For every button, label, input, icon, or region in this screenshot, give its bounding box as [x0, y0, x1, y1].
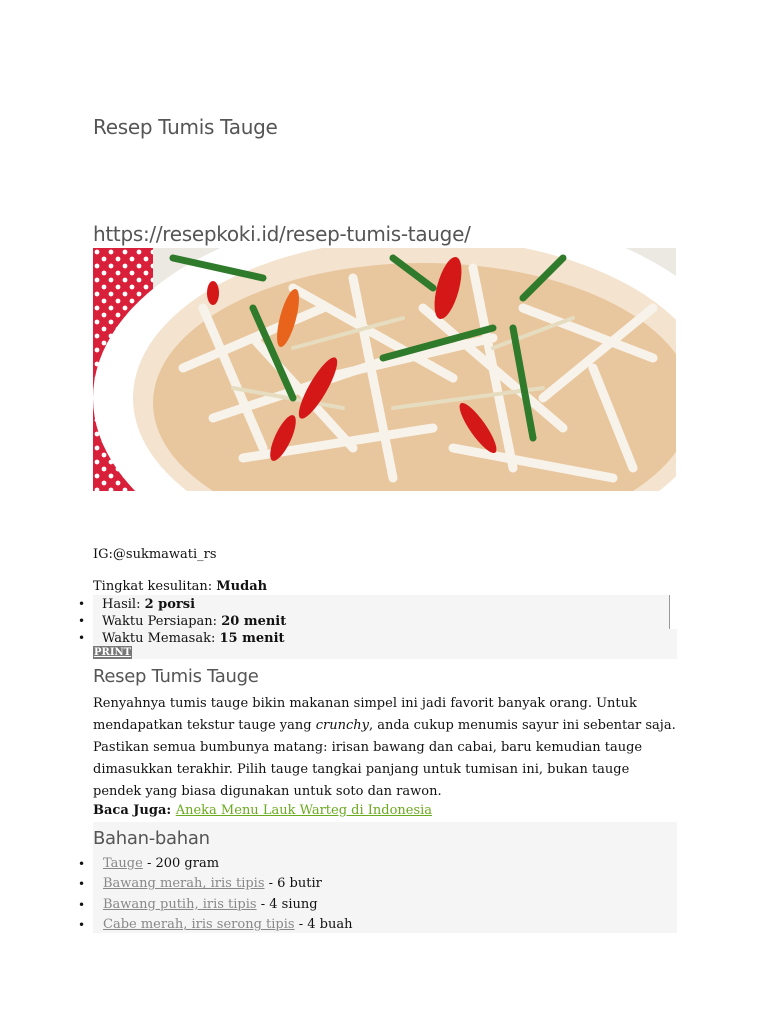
difficulty-label: Tingkat kesulitan:	[93, 579, 217, 594]
difficulty	[93, 579, 267, 594]
ingredient-link[interactable]: Tauge	[103, 856, 143, 871]
ingredient-qty: - 4 siung	[256, 896, 318, 912]
hero-image	[93, 248, 676, 491]
ingredient-item	[78, 874, 352, 894]
ingredient-link[interactable]: Bawang putih, iris tipis	[103, 896, 257, 912]
ingredient-qty: - 6 butir	[264, 876, 322, 892]
meta-value: 20 menit	[221, 614, 287, 629]
baca-juga-label: Baca Juga:	[93, 803, 176, 818]
page-title: Resep Tumis Tauge	[93, 115, 278, 139]
baca-juga	[93, 803, 432, 818]
description-emphasis: crunchy	[315, 718, 369, 733]
difficulty-value: Mudah	[216, 579, 268, 594]
description-text-rest: , anda cukup menumis sayur ini sebentar saja. Pastikan semua bumbunya matang: irisan bawang dan cabai, baru kemudian tauge dimasukkan terakhir. Pilih tauge tangkai panjang untuk tumisan ini, bukan tauge pendek yang biasa digunakan untuk soto dan rawon.	[93, 718, 676, 799]
instagram-handle: IG:@sukmawati_rs	[93, 547, 217, 562]
meta-label: Waktu Memasak:	[102, 631, 220, 646]
recipe-description	[93, 693, 677, 803]
recipe-meta-list	[78, 596, 286, 647]
description-text: Renyahnya tumis tauge bikin makanan simpel ini jadi favorit banyak orang. Untuk mendapatkan tekstur tauge yang	[93, 696, 637, 733]
print-button[interactable]: PRINT	[94, 647, 132, 658]
bean-sprout-dish-illustration	[93, 248, 676, 491]
ingredients-heading: Bahan-bahan	[93, 828, 210, 849]
meta-item-prep-time	[78, 613, 286, 630]
source-url: https://resepkoki.id/resep-tumis-tauge/	[93, 222, 471, 246]
meta-item-yield	[78, 596, 286, 613]
meta-label: Hasil:	[102, 597, 145, 612]
ingredient-item	[78, 895, 352, 915]
meta-value: 15 menit	[219, 631, 285, 646]
ingredient-item	[78, 854, 352, 874]
recipe-heading: Resep Tumis Tauge	[93, 666, 259, 687]
ingredient-qty: - 4 buah	[294, 917, 353, 933]
meta-value: 2 porsi	[144, 597, 196, 612]
ingredient-link[interactable]: Bawang merah, iris tipis	[103, 876, 265, 892]
ingredient-item	[78, 915, 352, 935]
ingredient-qty: - 200 gram	[142, 856, 220, 871]
meta-label: Waktu Persiapan:	[102, 614, 222, 629]
baca-juga-link[interactable]: Aneka Menu Lauk Warteg di Indonesia	[175, 803, 433, 818]
meta-item-cook-time	[78, 630, 286, 647]
ingredients-list	[78, 854, 352, 936]
ingredient-link[interactable]: Cabe merah, iris serong tipis	[103, 917, 295, 933]
